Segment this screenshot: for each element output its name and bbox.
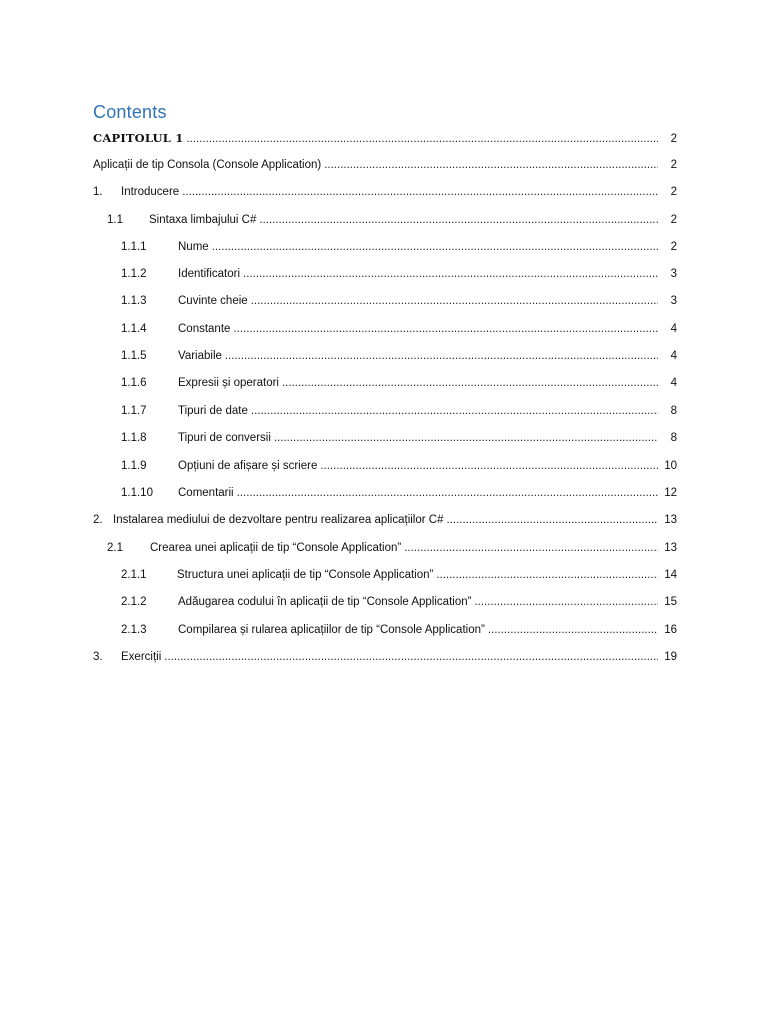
toc-entry-number: 2. xyxy=(93,514,103,526)
toc-entry-structura-aplicatii[interactable] xyxy=(121,567,677,583)
toc-entry-number: 2.1.1 xyxy=(121,569,147,581)
toc-dot-leader xyxy=(225,348,658,364)
toc-entry-title: Cuvinte cheie xyxy=(178,295,248,307)
toc-entry-variabile[interactable] xyxy=(121,348,677,364)
toc-page-number: 4 xyxy=(670,350,677,362)
toc-entry-optiuni-afisare[interactable] xyxy=(121,458,677,474)
toc-entry-title: Adăugarea codului în aplicații de tip “Console Application” xyxy=(178,596,472,608)
toc-entry-number: 1.1.3 xyxy=(121,295,147,307)
toc-dot-leader xyxy=(474,594,658,610)
toc-entry-number: 3. xyxy=(93,651,103,663)
toc-dot-leader xyxy=(404,540,658,556)
toc-entry-aplicatii-consola[interactable] xyxy=(93,157,677,173)
toc-entry-number: 1.1.6 xyxy=(121,377,147,389)
toc-entry-title: Tipuri de conversii xyxy=(178,432,271,444)
toc-dot-leader xyxy=(274,430,658,446)
toc-entry-number: 1.1.5 xyxy=(121,350,147,362)
toc-entry-title: CAPITOLUL 1 xyxy=(93,131,184,145)
toc-page-number: 16 xyxy=(664,624,677,636)
toc-heading: Contents xyxy=(93,102,167,122)
toc-entry-number: 1.1.7 xyxy=(121,405,147,417)
toc-entry-title: Introducere xyxy=(121,186,180,198)
toc-dot-leader xyxy=(243,266,658,282)
toc-page-number: 19 xyxy=(664,651,677,663)
toc-entry-tipuri-date[interactable] xyxy=(121,403,677,419)
toc-page-number: 8 xyxy=(670,405,677,417)
toc-dot-leader xyxy=(259,212,658,228)
toc-entry-title: Comentarii xyxy=(178,487,234,499)
toc-dot-leader xyxy=(164,649,658,665)
toc-entry-crearea-aplicatii[interactable] xyxy=(107,540,677,556)
toc-entry-compilarea-rularea[interactable] xyxy=(121,622,677,638)
toc-page-number: 2 xyxy=(670,159,677,171)
toc-dot-leader xyxy=(447,512,659,528)
toc-entry-number: 2.1 xyxy=(107,542,123,554)
toc-entry-number: 1.1.10 xyxy=(121,487,153,499)
toc-entry-title: Identificatori xyxy=(178,268,241,280)
toc-entry-number: 1.1.4 xyxy=(121,323,147,335)
toc-entry-number: 2.1.3 xyxy=(121,624,147,636)
toc-dot-leader xyxy=(233,321,658,337)
toc-entry-title: Structura unei aplicații de tip “Console Application” xyxy=(177,569,434,581)
toc-page-number: 12 xyxy=(664,487,677,499)
toc-entry-title: Constante xyxy=(178,323,231,335)
toc-entry-nume[interactable] xyxy=(121,239,677,255)
toc-entry-title: Expresii și operatori xyxy=(178,377,279,389)
toc-dot-leader xyxy=(282,375,658,391)
toc-dot-leader xyxy=(251,293,658,309)
toc-dot-leader xyxy=(237,485,658,501)
toc-entry-adaugarea-codului[interactable] xyxy=(121,594,677,610)
toc-entry-title: Sintaxa limbajului C# xyxy=(149,214,257,226)
toc-page-number: 2 xyxy=(670,186,677,198)
toc-page-number: 10 xyxy=(664,460,677,472)
toc-page-number: 15 xyxy=(664,596,677,608)
toc-entry-number: 1.1.8 xyxy=(121,432,147,444)
toc-dot-leader xyxy=(320,458,658,474)
toc-entry-title: Nume xyxy=(178,241,209,253)
toc-entry-title: Variabile xyxy=(178,350,222,362)
toc-entry-number: 2.1.2 xyxy=(121,596,147,608)
toc-entry-title: Exerciții xyxy=(121,651,162,663)
toc-page-number: 13 xyxy=(664,514,677,526)
toc-entry-title: Tipuri de date xyxy=(178,405,248,417)
toc-entry-number: 1.1.2 xyxy=(121,268,147,280)
toc-page-number: 14 xyxy=(664,569,677,581)
toc-entry-sintaxa[interactable] xyxy=(107,212,677,228)
toc-entry-title: Crearea unei aplicații de tip “Console Application” xyxy=(150,542,402,554)
toc-page-number: 2 xyxy=(670,214,677,226)
toc-entry-title: Instalarea mediului de dezvoltare pentru realizarea aplicațiilor C# xyxy=(113,514,444,526)
toc-entry-title: Aplicații de tip Consola (Console Application) xyxy=(93,159,322,171)
toc-entry-constante[interactable] xyxy=(121,321,677,337)
toc-entry-comentarii[interactable] xyxy=(121,485,677,501)
toc-entry-title: Opțiuni de afișare și scriere xyxy=(178,460,318,472)
toc-entry-number: 1. xyxy=(93,186,103,198)
toc-entry-tipuri-conversii[interactable] xyxy=(121,430,677,446)
toc-page-number: 2 xyxy=(670,241,677,253)
toc-page-number: 8 xyxy=(670,432,677,444)
toc-page-number: 4 xyxy=(670,323,677,335)
toc-dot-leader xyxy=(182,184,658,200)
toc-entry-identificatori[interactable] xyxy=(121,266,677,282)
toc-dot-leader xyxy=(324,157,658,173)
toc-entry-capitolul-1[interactable] xyxy=(93,130,677,146)
toc-dot-leader xyxy=(488,622,658,638)
toc-page-number: 4 xyxy=(670,377,677,389)
toc-entry-number: 1.1.9 xyxy=(121,460,147,472)
toc-page-number: 3 xyxy=(670,295,677,307)
toc-entry-expresii-operatori[interactable] xyxy=(121,375,677,391)
toc-dot-leader xyxy=(212,239,658,255)
toc-page-number: 13 xyxy=(664,542,677,554)
toc-page-number: 3 xyxy=(670,268,677,280)
toc-entry-exercitii[interactable] xyxy=(93,649,677,665)
toc-dot-leader xyxy=(186,131,658,147)
toc-entry-instalarea-mediului[interactable] xyxy=(93,512,677,528)
toc-entry-number: 1.1.1 xyxy=(121,241,147,253)
toc-entry-cuvinte-cheie[interactable] xyxy=(121,293,677,309)
toc-dot-leader xyxy=(436,567,658,583)
toc-entry-introducere[interactable] xyxy=(93,184,677,200)
toc-entry-title: Compilarea și rularea aplicațiilor de tip “Console Application” xyxy=(178,624,485,636)
toc-dot-leader xyxy=(251,403,658,419)
toc-page-number: 2 xyxy=(670,133,677,145)
toc-entry-number: 1.1 xyxy=(107,214,123,226)
